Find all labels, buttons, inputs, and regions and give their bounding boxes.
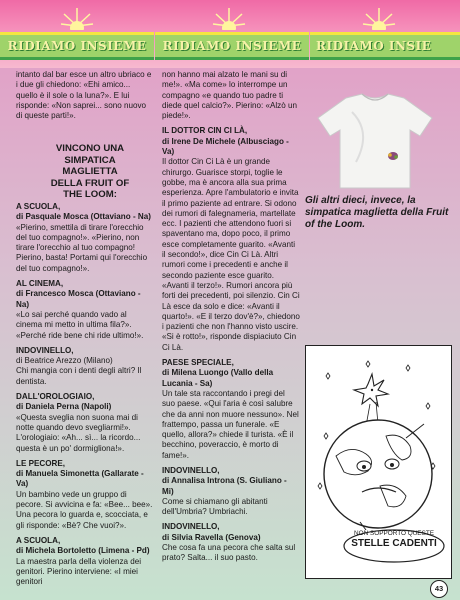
story-author: di Pasquale Mosca (Ottaviano - Na)	[16, 212, 151, 222]
intro-text: intanto dal bar esce un altro ubriaco e i due gli chiedono: «Ehi amico... quello è il sole o la luna?». E lui risponde: «Non saprei... sono nuovo di queste parti!».	[16, 70, 152, 121]
story-body: «Lo sai perché quando vado al cinema mi metto in ultima fila?». «Perché ride bene chi ride ultimo!».	[16, 309, 144, 340]
banner-title: RIDIAMO INSIE	[316, 39, 432, 53]
story-heading: AL CINEMA,	[16, 279, 64, 289]
story	[16, 459, 154, 531]
story-body: «Pierino, smettila di tirare l'orecchio del tuo compagno!». «Pierino, non tirare l'orecchio al tuo compagno! Pierino, basta! Portami qui l'orecchio del tuo compagno!».	[16, 222, 148, 273]
banner-strip	[310, 32, 460, 60]
story	[16, 392, 154, 454]
photo-caption: Gli altri dieci, invece, la simpatica maglietta della Fruit of the Loom.	[305, 195, 449, 230]
story-body: La maestra parla della violenza dei genitori. Pierino interviene: «I miei genitori	[16, 556, 142, 587]
banner-strip	[155, 32, 309, 60]
story	[16, 202, 154, 274]
story-body: Che cosa fa una pecora che salta sul prato? Salta... il suo pasto.	[162, 543, 296, 563]
story-author: di Manuela Simonetta (Gallarate - Va)	[16, 469, 144, 489]
story-body: Chi mangia con i denti degli altri? Il dentista.	[16, 366, 142, 386]
story-heading: INDOVINELLO,	[162, 465, 220, 475]
story-author: di Annalisa Introna (S. Giuliano - Mi)	[162, 476, 287, 496]
speech-bubble	[346, 530, 442, 550]
story	[16, 279, 154, 341]
story-author: di Michela Bortoletto (Limena - Pd)	[16, 546, 150, 556]
story-body: Il dottor Cin Ci Là è un grande chirurgo. Guarisce storpi, toglie le gobbe, ma è ancora alla sua prima esperienza. Apre l'ambulatorio e invita il primo paziente ad entrare. Si odono dei rumori di falegnameria, martellate ecc. I pazienti che attendono fuori si spaventano ma, dopo poco, il primo esce completamente guarito. «Avanti il secondo!», dice Cin Ci Là. Altri rumori come i precedenti e anche il secondo paziente esce guarito. «Avanti il terzo!». Rumori ancora più forti dei precedenti, poi silenzio. Cin Ci Là esce da solo e dice: «Avanti il quarto!». «E il terzo dov'è?», chiedono i pazienti che non l'hanno visto uscire. «Si è rotto!», risponde dispiaciuto Cin Ci Là.	[162, 157, 300, 352]
story-heading: IL DOTTOR CIN CI LÀ,	[162, 126, 248, 136]
story-heading: PAESE SPECIALE,	[162, 358, 234, 368]
story	[16, 536, 154, 587]
speech-line: STELLE CADENTI	[351, 538, 437, 549]
banner-title: RIDIAMO INSIEME	[7, 39, 147, 53]
promo-title: VINCONO UNA SIMPATICA MAGLIETTA DELLA FRUIT OF THE LOOM:	[50, 143, 130, 200]
story	[162, 358, 300, 461]
story-heading: INDOVINELLO,	[162, 522, 220, 532]
story	[162, 522, 300, 563]
story	[162, 126, 300, 353]
speech-line: NON SOPPORTO QUESTE	[353, 530, 435, 537]
page-number: 43	[430, 580, 448, 598]
story-body: Un tale sta raccontando i pregi del suo paese. «Qui l'aria è così salubre che da anni non muore nessuno». Nel frattempo, passa un funerale. «E quello, allora?» chiede il turista. «È il becchino, poveraccio, è morto di fame!».	[162, 388, 299, 460]
cartoon-panel	[305, 345, 452, 579]
sun-icon	[362, 6, 396, 30]
story-author: di Daniela Perna (Napoli)	[16, 402, 112, 412]
header-banner	[0, 0, 460, 68]
story-body: Un bambino vede un gruppo di pecore. Si avvicina e fa: «Bee... bee». Una pecora lo guarda e, scocciata, e gli risponde: «Bè? Che vuoi?».	[16, 489, 153, 530]
story-author: di Beatrice Arezzo (Milano)	[16, 356, 113, 366]
story-author: di Milena Luongo (Vallo della Lucania - Sa)	[162, 368, 274, 388]
story-heading: LE PECORE,	[16, 458, 66, 468]
story	[162, 466, 300, 517]
banner-title: RIDIAMO INSIEME	[162, 39, 302, 53]
story-heading: DALL'OROLOGIAIO,	[16, 392, 95, 402]
left-column	[16, 70, 154, 126]
story-heading: INDOVINELLO,	[16, 345, 74, 355]
story-author: di Irene De Michele (Albusciago - Va)	[162, 136, 289, 157]
intro-text: non hanno mai alzato le mani su di me!». «Ma come» lo interrompe un compagno «e quando tuo padre ti diede quel calcio?». Pierino: «Alzò un piede!».	[162, 70, 297, 121]
story-author: di Francesco Mosca (Ottaviano - Na)	[16, 289, 141, 309]
sun-icon	[212, 6, 246, 30]
story-heading: A SCUOLA,	[16, 202, 61, 211]
banner-strip	[0, 32, 154, 60]
story-author: di Silvia Ravella (Genova)	[162, 532, 261, 542]
story-heading: A SCUOLA,	[16, 535, 61, 545]
sun-icon	[60, 6, 94, 30]
story	[16, 346, 154, 387]
tshirt-image	[312, 92, 438, 192]
story-body: «Questa sveglia non suona mai di notte quando devo svegliarmi!». L'orologiaio: «Ah... sì... la ricordo... questa è un po' dormigliona!».	[16, 412, 141, 453]
middle-column	[162, 70, 300, 569]
story-body: Come si chiamano gli abitanti dell'Umbria? Umbriachi.	[162, 496, 268, 517]
left-column-stories	[16, 202, 154, 592]
